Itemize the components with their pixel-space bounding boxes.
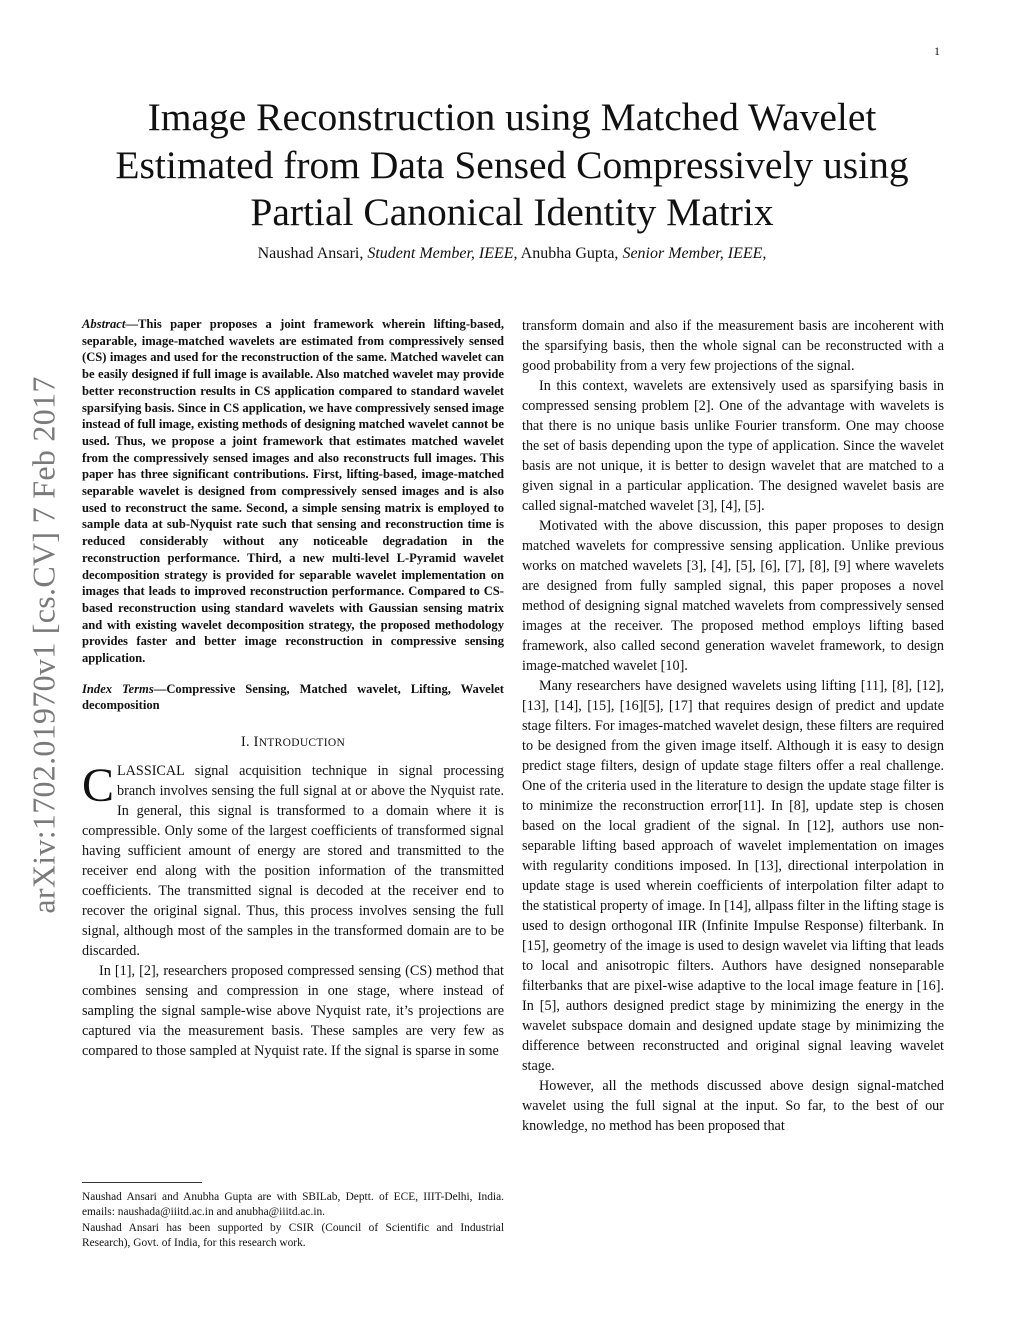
- arxiv-identifier-text: arXiv:1702.01970v1 [cs.CV] 7 Feb 2017: [25, 376, 62, 914]
- abstract-text: —This paper proposes a joint framework wherein lifting-based, separable, image-matched wavelets are estimated from compressively sensed (CS) images and used for the reconstruction of the same. Matched wavelet can be easily designed if full image is available. Also matched wavelet may provide better reconstruction results in CS application compared to standard wavelet sparsifying basis. Since in CS application, we have compressively sensed image instead of full image, existing methods of designing matched wavelet cannot be used. Thus, we propose a joint framework that estimates matched wavelet from the compressively sensed images and also reconstructs full images. This paper has three significant contributions. First, lifting-based, image-matched separable wavelet is designed from compressively sensed images and is also used to reconstruct the same. Second, a simple sensing matrix is employed to sample data at sub-Nyquist rate such that sensing and reconstruction time is reduced considerably without any noticeable degradation in the reconstruction performance. Third, a new multi-level L-Pyramid wavelet decomposition strategy is provided for separable wavelet implementation on images that leads to improved reconstruction performance. Compared to CS-based reconstruction using standard wavelets with Gaussian sensing matrix and with existing wavelet decomposition strategy, the proposed methodology provides faster and better image reconstruction in compressive sensing application.: [82, 317, 504, 666]
- index-terms-text: —Compressive Sensing, Matched wavelet, Lifting, Wavelet decomposition: [82, 681, 504, 713]
- page-number: 1: [934, 44, 940, 58]
- footnote-divider: [82, 1182, 202, 1183]
- right-column: [522, 316, 944, 1136]
- abstract-label: Abstract: [82, 317, 126, 331]
- body-paragraph: In [1], [2], researchers proposed compressed sensing (CS) method that combines sensing and compression in one stage, where instead of sampling the signal sample-wise above Nyquist rate, it’s projections are captured via the measurement basis. These samples are very few as compared to those sampled at Nyquist rate. If the signal is sparse in some: [82, 963, 504, 1060]
- footnotes: [82, 1190, 504, 1251]
- paper-title: Image Reconstruction using Matched Wavelet Estimated from Data Sensed Compressively using Partial Canonical Identity Matrix: [115, 95, 909, 234]
- author-name: Anubha Gupta,: [520, 245, 619, 262]
- left-column: [82, 316, 504, 1061]
- section-title-initial: I: [253, 734, 259, 751]
- drop-cap: C: [82, 759, 115, 813]
- section-title-rest: NTRODUCTION: [258, 737, 346, 750]
- body-paragraph: transform domain and also if the measurement basis are incoherent with the sparsifying basis, then the whole signal can be reconstructed with a good probability from a very few projections of the signal.: [522, 318, 944, 374]
- author-membership: Student Member, IEEE,: [367, 245, 518, 262]
- body-paragraph: Many researchers have designed wavelets using lifting [11], [8], [12], [13], [14], [15], [16][5], [17] that requires design of predict and update stage filters. For images-matched wavelet design, these filters are required to be designed from the given image itself. Although it is easy to design predict stage filters, design of update stage filters offer a real challenge. One of the criteria used in the literature to design the update stage filter is to minimize the reconstruction error[11]. In [8], update step is chosen based on the local gradient of the signal. In [12], authors use non-separable lifting based approach of wavelet implementation on images with regularity conditions imposed. In [13], directional interpolation in update stage is used wherein coefficients of interpolation filter adapt to the statistical property of image. In [14], allpass filter in the lifting stage is used to design orthogonal IIR (Infinite Impulse Response) filterbank. In [15], geometry of the image is used to design wavelet via lifting that leads to local and anisotropic filters. Authors have designed nonseparable filterbanks that are pixel-wise adaptive to the local image feature in [16]. In [5], authors designed predict stage by minimizing the energy in the wavelet subspace domain and designed update stage by minimizing the difference between reconstructed and original signal leaving wavelet stage.: [522, 678, 944, 1074]
- index-terms: [82, 681, 504, 714]
- footnote-affiliation: Naushad Ansari and Anubha Gupta are with SBILab, Deptt. of ECE, IIIT-Delhi, India. emails: naushada@iiitd.ac.in and anubha@iiitd.ac.in.: [82, 1191, 504, 1219]
- author-line: [90, 245, 934, 263]
- body-paragraph: In this context, wavelets are extensively used as sparsifying basis in compressed sensing problem [2]. One of the advantage with wavelets is that there is no unique basis unlike Fourier transform. One may choose the set of basis depending upon the type of application. Since the wavelet basis are not unique, it is better to design wavelet that are matched to a given signal in a particular application. The designed wavelet basis are called signal-matched wavelet [3], [4], [5].: [522, 378, 944, 514]
- author-name: Naushad Ansari,: [257, 245, 364, 262]
- body-paragraph: Motivated with the above discussion, this paper proposes to design matched wavelets for compressive sensing application. Unlike previous works on matched wavelets [3], [4], [5], [6], [7], [8], [9] where wavelets are designed from fully sampled signal, this paper proposes a novel method of designing signal matched wavelets from compressively sensed images at the receiver. The proposed method employs lifting based framework, also called second generation wavelet framework, to design image-matched wavelet [10].: [522, 518, 944, 674]
- body-paragraph: [82, 761, 504, 961]
- section-heading: [82, 734, 504, 751]
- section-number: I.: [240, 734, 250, 751]
- abstract: [82, 316, 504, 667]
- index-terms-label: Index Terms: [82, 681, 154, 696]
- author-membership: Senior Member, IEEE,: [622, 245, 767, 262]
- footnote-funding: Naushad Ansari has been supported by CSIR (Council of Scientific and Industrial Research), Govt. of India, for this research work.: [82, 1221, 504, 1249]
- paragraph-text: LASSICAL signal acquisition technique in signal processing branch involves sensing the full signal at or above the Nyquist rate. In general, this signal is transformed to a domain where it is compressible. Only some of the largest coefficients of transformed signal having sufficient amount of energy are stored and transmitted to the receiver end along with the position information of the transmitted coefficients. The transmitted signal is decoded at the receiver end to recover the original signal. Thus, this process involves sensing the full signal, although most of the samples in the transformed domain are to be discarded.: [82, 763, 504, 960]
- body-paragraph: However, all the methods discussed above design signal-matched wavelet using the full signal at the input. So far, to the best of our knowledge, no method has been proposed that: [522, 1078, 944, 1134]
